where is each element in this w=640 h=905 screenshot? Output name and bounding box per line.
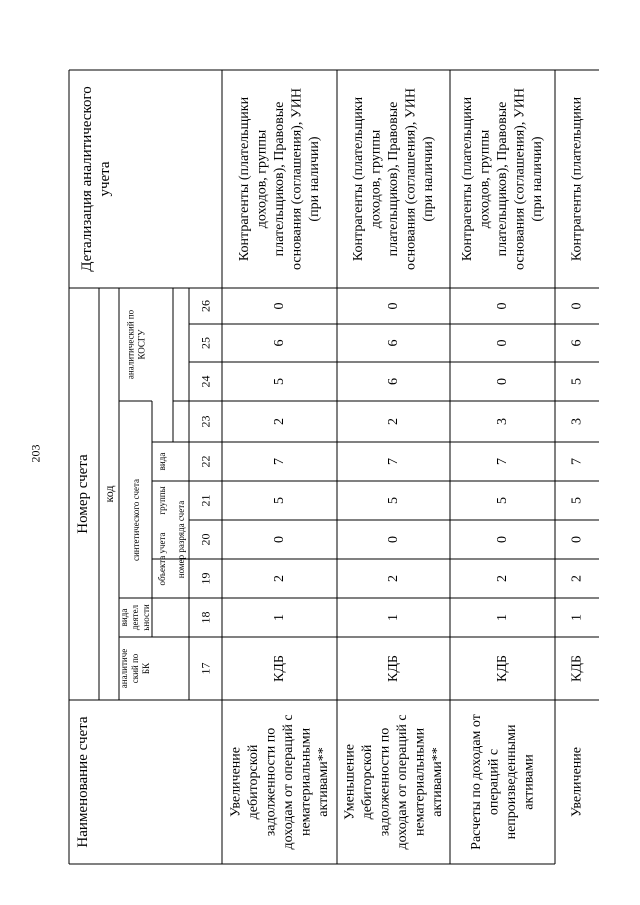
row-3-analytic-detail-line: (при наличии) bbox=[530, 136, 545, 222]
row-1-code-value bbox=[272, 340, 287, 347]
row-2-code-value-line: КДБ bbox=[386, 655, 401, 682]
row-2-analytic-detail-line: плательщиков), Правовые bbox=[386, 101, 401, 257]
row-3-code-value-line: 1 bbox=[495, 614, 510, 621]
row-2-code-value bbox=[386, 614, 401, 621]
row-3-account-name bbox=[469, 714, 537, 850]
column-number bbox=[199, 300, 213, 312]
row-3-code-value bbox=[495, 458, 510, 465]
row-3-analytic-detail-line: основания (соглашения), УИН bbox=[512, 88, 528, 270]
row-4-code-value-line: 0 bbox=[569, 536, 585, 543]
row-2-code-value bbox=[386, 575, 401, 582]
column-number bbox=[199, 612, 213, 624]
row-4-code-value bbox=[570, 497, 585, 504]
row-3-code-value-line: 0 bbox=[495, 339, 510, 347]
row-1-code-value bbox=[272, 497, 287, 504]
row-4-code-value bbox=[570, 575, 585, 582]
row-2-analytic-detail bbox=[351, 88, 436, 270]
row-3-code-value bbox=[495, 378, 510, 385]
row-2-account-name-line: Уменьшение bbox=[342, 744, 358, 820]
header-analytic-bk-line: ский по bbox=[130, 653, 140, 684]
row-1-account-name-line: Увеличение bbox=[228, 746, 244, 818]
account-table bbox=[69, 70, 599, 864]
row-1-account-name-line: активами** bbox=[315, 747, 331, 817]
row-3-analytic-detail-line: плательщиков), Правовые bbox=[495, 101, 510, 257]
row-3-account-name-line: операций с bbox=[486, 748, 502, 816]
row-1-account-name-line: дебиторской bbox=[245, 744, 261, 820]
header-activity-type-line: ьности bbox=[141, 604, 151, 631]
header-analytic-detail-line: учета bbox=[97, 161, 113, 197]
row-4-code-value-line: 3 bbox=[569, 418, 585, 425]
row-3-code-value-line: КДБ bbox=[495, 655, 510, 682]
header-analytic-detail-line: Детализация аналитического bbox=[79, 86, 95, 272]
column-number bbox=[199, 456, 213, 468]
row-2-code-value-line: 1 bbox=[386, 614, 401, 621]
row-4-account-name-line: Увеличение bbox=[569, 746, 585, 818]
row-4-code-value bbox=[570, 378, 585, 385]
row-2-account-name-line: активами** bbox=[429, 747, 445, 817]
row-1-account-name-line: доходам от операций с bbox=[280, 714, 296, 850]
row-1-analytic-detail-line: доходов, группы bbox=[254, 129, 270, 229]
column-number-line: 26 bbox=[198, 300, 213, 312]
header-code-line: код bbox=[102, 485, 116, 503]
row-2-account-name-line: дебиторской bbox=[359, 744, 375, 820]
row-2-code-value-line: 7 bbox=[386, 458, 401, 465]
header-activity-type-line: деятел bbox=[130, 604, 140, 631]
row-1-code-value-line: 6 bbox=[272, 339, 287, 347]
row-3-code-value-line: 3 bbox=[495, 418, 510, 425]
column-number-line: 17 bbox=[198, 662, 213, 675]
header-group-line: группы bbox=[157, 486, 167, 515]
row-2-code-value bbox=[386, 340, 401, 347]
row-1-code-value bbox=[272, 536, 287, 543]
row-2-code-value bbox=[386, 458, 401, 465]
row-2-account-name-line: нематериальными bbox=[412, 727, 428, 837]
row-3-account-name-line: Расчеты по доходам от bbox=[468, 714, 484, 850]
row-3-code-value-line: 2 bbox=[495, 575, 510, 582]
header-analytic-kosgu-line: КОСГУ bbox=[136, 329, 147, 360]
row-3-account-name-line: непроизведенными bbox=[503, 724, 519, 840]
header-analytic-detail bbox=[79, 86, 113, 272]
header-group bbox=[157, 486, 167, 514]
header-account-name-line: Наименование счета bbox=[75, 716, 91, 848]
row-1-account-name bbox=[228, 714, 331, 849]
row-4-account-name bbox=[570, 747, 585, 817]
row-4-code-value-line: 5 bbox=[569, 497, 585, 504]
row-4-code-value-line: 6 bbox=[569, 339, 585, 347]
row-4-code-value bbox=[570, 655, 585, 682]
row-3-code-value bbox=[495, 655, 510, 682]
header-analytic-bk bbox=[119, 649, 151, 688]
row-1-code-value-line: 2 bbox=[272, 575, 287, 582]
row-4-code-value-line: КДБ bbox=[569, 655, 585, 682]
row-3-code-value bbox=[495, 418, 510, 425]
row-1-code-value-line: 0 bbox=[272, 302, 287, 310]
header-kind bbox=[157, 453, 167, 471]
row-2-code-value-line: 0 bbox=[386, 536, 401, 543]
row-2-code-value-line: 6 bbox=[386, 339, 401, 347]
header-digit-number bbox=[176, 501, 186, 578]
row-1-code-value-line: 5 bbox=[272, 378, 287, 385]
row-1-code-value bbox=[272, 418, 287, 425]
row-4-code-value-line: 2 bbox=[569, 575, 585, 582]
row-1-account-name-line: нематериальными bbox=[298, 727, 314, 837]
row-2-code-value-line: 0 bbox=[386, 302, 401, 310]
row-1-analytic-detail-line: плательщиков), Правовые bbox=[272, 101, 287, 257]
row-4-code-value-line: 5 bbox=[569, 378, 585, 385]
row-2-analytic-detail-line: Контрагенты (плательщики bbox=[351, 96, 366, 262]
row-2-analytic-detail-line: основания (соглашения), УИН bbox=[403, 88, 419, 270]
header-analytic-bk-line: БК bbox=[141, 662, 151, 675]
row-2-code-value bbox=[386, 536, 401, 543]
row-3-code-value-line: 5 bbox=[495, 497, 510, 504]
header-analytic-bk-line: аналитиче bbox=[119, 648, 129, 689]
header-account-object-line: объекта учета bbox=[157, 532, 167, 586]
row-3-code-value-line: 0 bbox=[495, 536, 510, 543]
row-3-code-value bbox=[495, 575, 510, 582]
row-4-code-value-line: 1 bbox=[569, 614, 585, 621]
row-2-account-name bbox=[342, 714, 445, 849]
row-2-code-value-line: 2 bbox=[386, 418, 401, 425]
header-analytic-kosgu-line: аналитический по bbox=[125, 309, 136, 380]
row-3-code-value bbox=[495, 614, 510, 621]
column-number-line: 21 bbox=[198, 494, 213, 507]
header-activity-type-line: вида bbox=[119, 608, 129, 627]
row-1-code-value bbox=[272, 575, 287, 582]
column-number bbox=[199, 416, 213, 428]
header-activity-type bbox=[119, 604, 151, 631]
row-3-code-value bbox=[495, 497, 510, 504]
row-1-analytic-detail-line: основания (соглашения), УИН bbox=[289, 88, 305, 270]
row-4-analytic-detail bbox=[570, 96, 585, 261]
row-1-code-value bbox=[272, 303, 287, 310]
row-3-code-value bbox=[495, 340, 510, 347]
row-2-code-value bbox=[386, 418, 401, 425]
row-3-code-value-line: 0 bbox=[495, 302, 510, 310]
row-1-code-value-line: 0 bbox=[272, 536, 287, 543]
row-1-code-value-line: КДБ bbox=[272, 655, 287, 682]
row-1-code-value-line: 1 bbox=[272, 614, 287, 621]
row-1-code-value-line: 5 bbox=[272, 497, 287, 504]
row-1-analytic-detail bbox=[237, 88, 322, 270]
row-3-code-value-line: 7 bbox=[495, 458, 510, 465]
row-4-code-value bbox=[570, 303, 585, 310]
row-1-analytic-detail-line: (при наличии) bbox=[307, 136, 322, 222]
column-number-line: 20 bbox=[198, 533, 213, 546]
header-account-number-line: Номер счета bbox=[75, 454, 91, 534]
page-number bbox=[24, 436, 48, 470]
row-1-code-value bbox=[272, 378, 287, 385]
column-number-line: 23 bbox=[198, 415, 213, 428]
row-4-code-value bbox=[570, 614, 585, 621]
row-3-analytic-detail-line: доходов, группы bbox=[477, 129, 493, 229]
row-2-code-value bbox=[386, 655, 401, 682]
row-1-code-value bbox=[272, 655, 287, 682]
column-number bbox=[199, 534, 213, 546]
header-account-object bbox=[157, 532, 167, 585]
header-synthetic bbox=[131, 479, 141, 561]
row-1-code-value-line: 7 bbox=[272, 458, 287, 465]
column-number-line: 19 bbox=[198, 572, 213, 585]
row-2-account-name-line: доходам от операций с bbox=[394, 714, 410, 850]
row-4-code-value-line: 0 bbox=[569, 302, 585, 310]
column-number-line: 25 bbox=[198, 337, 213, 349]
row-2-analytic-detail-line: (при наличии) bbox=[421, 136, 436, 222]
header-analytic-kosgu bbox=[126, 309, 147, 379]
header-code bbox=[102, 486, 116, 503]
row-3-analytic-detail bbox=[460, 88, 545, 270]
row-2-analytic-detail-line: доходов, группы bbox=[368, 129, 384, 229]
row-4-code-value-line: 7 bbox=[569, 458, 585, 465]
header-synthetic-line: синтетического счета bbox=[131, 478, 141, 562]
row-3-code-value bbox=[495, 536, 510, 543]
row-2-code-value bbox=[386, 378, 401, 385]
row-1-analytic-detail-line: Контрагенты (плательщики bbox=[237, 96, 252, 262]
row-4-code-value bbox=[570, 418, 585, 425]
column-number-line: 24 bbox=[198, 375, 213, 388]
row-4-code-value bbox=[570, 458, 585, 465]
row-2-code-value bbox=[386, 497, 401, 504]
row-4-analytic-detail-line: Контрагенты (плательщики bbox=[569, 96, 585, 262]
column-number bbox=[199, 376, 213, 388]
column-number-line: 22 bbox=[198, 455, 213, 468]
row-3-account-name-line: активами bbox=[521, 754, 537, 810]
row-2-code-value-line: 2 bbox=[386, 575, 401, 582]
row-3-code-value bbox=[495, 303, 510, 310]
row-1-code-value-line: 2 bbox=[272, 418, 287, 425]
row-1-code-value bbox=[272, 458, 287, 465]
column-number bbox=[199, 573, 213, 585]
row-2-code-value-line: 6 bbox=[386, 378, 401, 385]
column-number-line: 18 bbox=[198, 611, 213, 624]
header-account-number bbox=[75, 454, 91, 534]
row-3-analytic-detail-line: Контрагенты (плательщики bbox=[460, 96, 475, 262]
row-4-code-value bbox=[570, 340, 585, 347]
row-1-code-value bbox=[272, 614, 287, 621]
header-kind-line: вида bbox=[157, 452, 167, 471]
row-1-account-name-line: задолженности по bbox=[263, 727, 279, 837]
row-2-code-value bbox=[386, 303, 401, 310]
header-account-name bbox=[75, 716, 91, 847]
row-2-code-value-line: 5 bbox=[386, 497, 401, 504]
header-digit-number-line: номер разряда счета bbox=[176, 500, 186, 579]
row-2-account-name-line: задолженности по bbox=[377, 727, 393, 837]
page-number-text: 203 bbox=[28, 444, 43, 462]
column-number bbox=[199, 495, 213, 507]
column-number bbox=[199, 337, 213, 349]
account-table-grid bbox=[69, 70, 599, 864]
column-number bbox=[199, 663, 213, 675]
row-3-code-value-line: 0 bbox=[495, 378, 510, 385]
row-4-code-value bbox=[570, 536, 585, 543]
